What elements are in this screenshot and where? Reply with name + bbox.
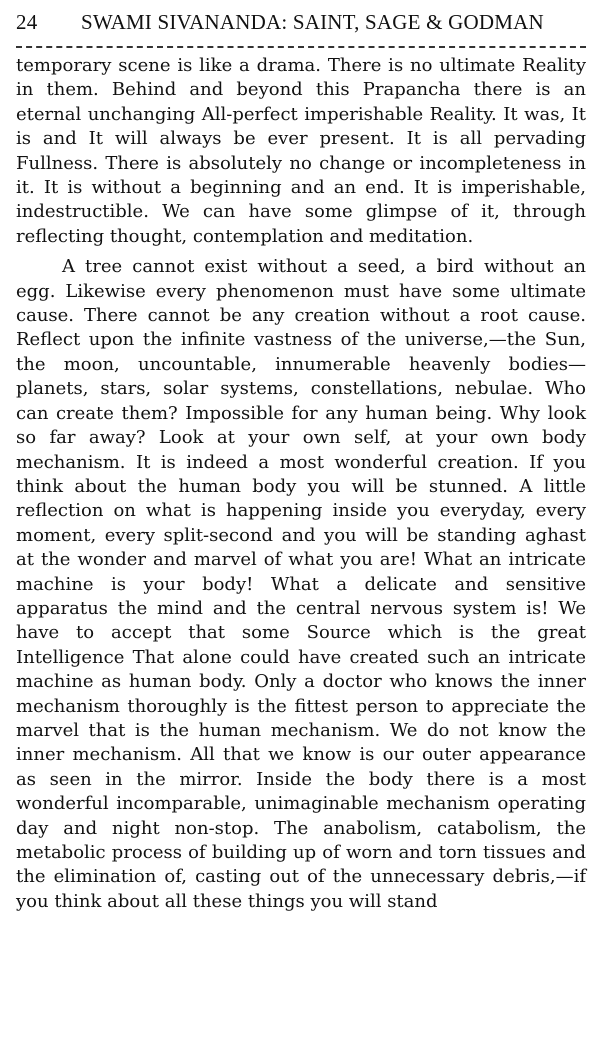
page-number: 24: [16, 10, 38, 34]
page-header: [16, 10, 586, 40]
paragraph: temporary scene is like a drama. There is no ultimate Reality in them. Behind and beyond this Prapancha there is an eternal unchanging All-perfect imperishable Reality. It was, It is and It will always be ever present. It is all pervading Fullness. There is absolutely no change or incompleteness in it. It is without a beginning and an end. It is imperishable, indestructible. We can have some glimpse of it, through reflecting thought, contemplation and meditation.: [16, 55, 586, 247]
book-page: [16, 0, 586, 1038]
running-head: SWAMI SIVANANDA: SAINT, SAGE & GODMAN: [81, 10, 544, 34]
body-text: [16, 54, 586, 914]
paragraph: A tree cannot exist without a seed, a bird without an egg. Likewise every phenomenon must have some ultimate cause. There cannot be any creation without a root cause. Reflect upon the infinite vastness of the universe,—the Sun, the moon, uncountable, innumerable heavenly bodies—planets, stars, solar systems, constellations, nebulae. Who can create them? Impossible for any human being. Why look so far away? Look at your own self, at your own body mechanism. It is indeed a most wonderful creation. If you think about the human body you will be stunned. A little reflection on what is happening inside you everyday, every moment, every split-second and you will be standing aghast at the wonder and marvel of what you are! What an intricate machine is your body! What a delicate and sensitive apparatus the mind and the central nervous system is! We have to accept that some Source which is the great Intelligence That alone could have created such an intricate machine as human body. Only a doctor who knows the inner mechanism thoroughly is the fittest person to appreciate the marvel that is the human mechanism. We do not know the inner mechanism. All that we know is our outer appearance as seen in the mirror. Inside the body there is a most wonderful incomparable, unimaginable mechanism operating day and night non-stop. The anabolism, catabolism, the metabolic process of building up of worn and torn tissues and the elimination of, casting out of the unnecessary debris,—if you think about all these things you will stand: [16, 256, 586, 912]
header-rule: [16, 46, 586, 48]
